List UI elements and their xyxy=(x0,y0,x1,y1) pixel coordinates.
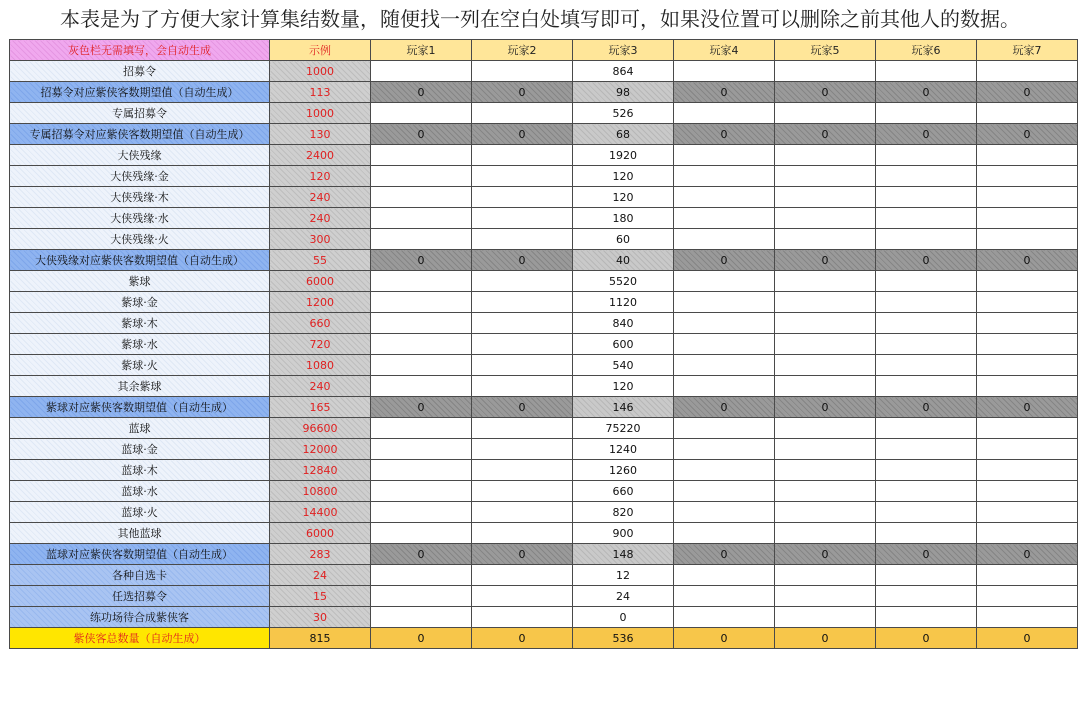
row-label-cell[interactable]: 招募令 xyxy=(10,61,270,82)
player-4-cell[interactable] xyxy=(674,586,775,607)
row-label-cell[interactable]: 紫球 xyxy=(10,271,270,292)
player-2-cell[interactable] xyxy=(472,166,573,187)
player-2-cell[interactable] xyxy=(472,523,573,544)
row-label-cell[interactable]: 大侠残缘·金 xyxy=(10,166,270,187)
player-6-cell[interactable] xyxy=(876,208,977,229)
player-3-cell[interactable]: 1260 xyxy=(573,460,674,481)
player-5-cell[interactable] xyxy=(775,103,876,124)
player-2-cell[interactable]: 0 xyxy=(472,544,573,565)
player-4-cell[interactable] xyxy=(674,439,775,460)
row-label-cell[interactable]: 大侠残缘·火 xyxy=(10,229,270,250)
player-7-cell[interactable] xyxy=(977,145,1078,166)
player-3-cell[interactable]: 24 xyxy=(573,586,674,607)
player-4-cell[interactable] xyxy=(674,502,775,523)
player-1-cell[interactable]: 0 xyxy=(371,250,472,271)
player-5-cell[interactable] xyxy=(775,145,876,166)
example-cell[interactable]: 2400 xyxy=(270,145,371,166)
player-3-cell[interactable]: 40 xyxy=(573,250,674,271)
player-5-cell[interactable] xyxy=(775,523,876,544)
player-4-cell[interactable] xyxy=(674,418,775,439)
player-7-cell[interactable]: 0 xyxy=(977,397,1078,418)
player-1-cell[interactable] xyxy=(371,418,472,439)
player-3-cell[interactable]: 180 xyxy=(573,208,674,229)
player-1-cell[interactable] xyxy=(371,61,472,82)
example-cell[interactable]: 240 xyxy=(270,376,371,397)
sheet-title: 本表是为了方便大家计算集结数量，随便找一列在空白处填写即可，如果没位置可以删除之前其他人的数据。 xyxy=(60,7,1020,31)
player-1-cell[interactable] xyxy=(371,229,472,250)
player-7-cell[interactable] xyxy=(977,418,1078,439)
table-row xyxy=(10,544,1078,565)
header-player-3[interactable]: 玩家3 xyxy=(573,40,674,61)
player-2-cell[interactable]: 0 xyxy=(472,250,573,271)
player-3-cell[interactable]: 1920 xyxy=(573,145,674,166)
example-cell[interactable]: 720 xyxy=(270,334,371,355)
player-6-cell[interactable] xyxy=(876,145,977,166)
player-3-cell[interactable]: 5520 xyxy=(573,271,674,292)
player-5-cell[interactable] xyxy=(775,292,876,313)
player-5-cell[interactable] xyxy=(775,271,876,292)
player-6-cell[interactable] xyxy=(876,481,977,502)
total-example-cell[interactable]: 815 xyxy=(270,628,371,649)
example-cell[interactable]: 660 xyxy=(270,313,371,334)
example-cell[interactable]: 14400 xyxy=(270,502,371,523)
player-3-cell[interactable]: 120 xyxy=(573,187,674,208)
player-4-cell[interactable] xyxy=(674,355,775,376)
player-1-cell[interactable] xyxy=(371,565,472,586)
table-row xyxy=(10,271,1078,292)
player-6-cell[interactable] xyxy=(876,292,977,313)
example-cell[interactable]: 24 xyxy=(270,565,371,586)
player-2-cell[interactable] xyxy=(472,292,573,313)
player-3-cell[interactable]: 60 xyxy=(573,229,674,250)
player-2-cell[interactable] xyxy=(472,607,573,628)
header-player-2[interactable]: 玩家2 xyxy=(472,40,573,61)
table-row xyxy=(10,586,1078,607)
example-cell[interactable]: 120 xyxy=(270,166,371,187)
player-2-cell[interactable]: 0 xyxy=(472,82,573,103)
example-cell[interactable]: 130 xyxy=(270,124,371,145)
table-row xyxy=(10,334,1078,355)
table-row xyxy=(10,103,1078,124)
player-5-cell[interactable] xyxy=(775,418,876,439)
player-1-cell[interactable] xyxy=(371,523,472,544)
table-row xyxy=(10,376,1078,397)
player-4-cell[interactable] xyxy=(674,103,775,124)
player-3-cell[interactable]: 526 xyxy=(573,103,674,124)
player-3-cell[interactable]: 120 xyxy=(573,166,674,187)
row-label-cell[interactable]: 大侠残缘·水 xyxy=(10,208,270,229)
player-3-cell[interactable]: 864 xyxy=(573,61,674,82)
header-example-cell[interactable]: 示例 xyxy=(270,40,371,61)
player-4-cell[interactable] xyxy=(674,208,775,229)
player-7-cell[interactable] xyxy=(977,292,1078,313)
player-2-cell[interactable] xyxy=(472,439,573,460)
player-1-cell[interactable] xyxy=(371,607,472,628)
table-row xyxy=(10,502,1078,523)
player-5-cell[interactable] xyxy=(775,61,876,82)
player-7-cell[interactable]: 0 xyxy=(977,250,1078,271)
player-5-cell[interactable] xyxy=(775,607,876,628)
player-2-cell[interactable] xyxy=(472,103,573,124)
table-row xyxy=(10,208,1078,229)
player-5-cell[interactable] xyxy=(775,334,876,355)
player-1-cell[interactable] xyxy=(371,460,472,481)
row-label-cell[interactable]: 任选招募令 xyxy=(10,586,270,607)
player-4-cell[interactable] xyxy=(674,565,775,586)
player-7-cell[interactable] xyxy=(977,208,1078,229)
example-cell[interactable]: 6000 xyxy=(270,271,371,292)
player-2-cell[interactable]: 0 xyxy=(472,124,573,145)
player-6-cell[interactable]: 0 xyxy=(876,544,977,565)
row-label-cell[interactable]: 蓝球·火 xyxy=(10,502,270,523)
player-3-cell[interactable]: 12 xyxy=(573,565,674,586)
row-label-cell[interactable]: 紫球对应紫侠客数期望值（自动生成） xyxy=(10,397,270,418)
player-3-cell[interactable]: 120 xyxy=(573,376,674,397)
player-5-cell[interactable] xyxy=(775,565,876,586)
row-label-cell[interactable]: 其他蓝球 xyxy=(10,523,270,544)
player-2-cell[interactable] xyxy=(472,565,573,586)
player-4-cell[interactable] xyxy=(674,523,775,544)
example-cell[interactable]: 15 xyxy=(270,586,371,607)
player-3-cell[interactable]: 98 xyxy=(573,82,674,103)
player-7-cell[interactable] xyxy=(977,586,1078,607)
player-5-cell[interactable] xyxy=(775,376,876,397)
player-7-cell[interactable] xyxy=(977,313,1078,334)
player-4-cell[interactable] xyxy=(674,61,775,82)
row-label-cell[interactable]: 蓝球·木 xyxy=(10,460,270,481)
player-1-cell[interactable] xyxy=(371,586,472,607)
row-label-cell[interactable]: 招募令对应紫侠客数期望值（自动生成） xyxy=(10,82,270,103)
header-row xyxy=(10,40,1078,61)
player-5-cell[interactable]: 0 xyxy=(775,544,876,565)
player-4-cell[interactable] xyxy=(674,607,775,628)
table-row xyxy=(10,187,1078,208)
player-2-cell[interactable] xyxy=(472,502,573,523)
player-1-cell[interactable] xyxy=(371,208,472,229)
table-row xyxy=(10,397,1078,418)
player-5-cell[interactable]: 0 xyxy=(775,124,876,145)
player-1-cell[interactable] xyxy=(371,313,472,334)
player-3-cell[interactable]: 0 xyxy=(573,607,674,628)
player-6-cell[interactable]: 0 xyxy=(876,397,977,418)
example-cell[interactable]: 113 xyxy=(270,82,371,103)
player-3-cell[interactable]: 600 xyxy=(573,334,674,355)
row-label-cell[interactable]: 大侠残缘对应紫侠客数期望值（自动生成） xyxy=(10,250,270,271)
header-player-1[interactable]: 玩家1 xyxy=(371,40,472,61)
table-row xyxy=(10,292,1078,313)
total-player-6-cell[interactable]: 0 xyxy=(876,628,977,649)
table-row xyxy=(10,82,1078,103)
example-cell[interactable]: 240 xyxy=(270,187,371,208)
player-5-cell[interactable] xyxy=(775,187,876,208)
player-1-cell[interactable] xyxy=(371,292,472,313)
row-label-cell[interactable]: 蓝球对应紫侠客数期望值（自动生成） xyxy=(10,544,270,565)
player-7-cell[interactable]: 0 xyxy=(977,124,1078,145)
player-6-cell[interactable] xyxy=(876,61,977,82)
player-2-cell[interactable] xyxy=(472,187,573,208)
player-7-cell[interactable] xyxy=(977,271,1078,292)
player-4-cell[interactable] xyxy=(674,166,775,187)
player-2-cell[interactable]: 0 xyxy=(472,397,573,418)
player-2-cell[interactable] xyxy=(472,334,573,355)
row-label-cell[interactable]: 专属招募令对应紫侠客数期望值（自动生成） xyxy=(10,124,270,145)
row-label-cell[interactable]: 练功场待合成紫侠客 xyxy=(10,607,270,628)
row-label-cell[interactable]: 紫球·金 xyxy=(10,292,270,313)
player-6-cell[interactable] xyxy=(876,355,977,376)
player-4-cell[interactable] xyxy=(674,334,775,355)
example-cell[interactable]: 30 xyxy=(270,607,371,628)
row-label-cell[interactable]: 蓝球 xyxy=(10,418,270,439)
total-player-7-cell[interactable]: 0 xyxy=(977,628,1078,649)
player-3-cell[interactable]: 540 xyxy=(573,355,674,376)
row-label-cell[interactable]: 大侠残缘·木 xyxy=(10,187,270,208)
player-1-cell[interactable] xyxy=(371,103,472,124)
table-row xyxy=(10,61,1078,82)
header-player-4[interactable]: 玩家4 xyxy=(674,40,775,61)
player-7-cell[interactable] xyxy=(977,460,1078,481)
table-row xyxy=(10,523,1078,544)
player-6-cell[interactable] xyxy=(876,586,977,607)
player-6-cell[interactable] xyxy=(876,166,977,187)
player-4-cell[interactable] xyxy=(674,481,775,502)
table-row xyxy=(10,355,1078,376)
player-7-cell[interactable] xyxy=(977,166,1078,187)
player-7-cell[interactable] xyxy=(977,334,1078,355)
total-player-2-cell[interactable]: 0 xyxy=(472,628,573,649)
table-row xyxy=(10,607,1078,628)
player-6-cell[interactable]: 0 xyxy=(876,250,977,271)
row-label-cell[interactable]: 蓝球·金 xyxy=(10,439,270,460)
player-6-cell[interactable] xyxy=(876,523,977,544)
example-cell[interactable]: 1000 xyxy=(270,103,371,124)
table-row xyxy=(10,250,1078,271)
player-2-cell[interactable] xyxy=(472,208,573,229)
player-3-cell[interactable]: 68 xyxy=(573,124,674,145)
table-row xyxy=(10,124,1078,145)
player-5-cell[interactable] xyxy=(775,229,876,250)
player-6-cell[interactable] xyxy=(876,103,977,124)
player-2-cell[interactable] xyxy=(472,229,573,250)
player-6-cell[interactable] xyxy=(876,187,977,208)
player-1-cell[interactable] xyxy=(371,502,472,523)
player-5-cell[interactable] xyxy=(775,460,876,481)
player-5-cell[interactable]: 0 xyxy=(775,250,876,271)
player-6-cell[interactable] xyxy=(876,607,977,628)
example-cell[interactable]: 6000 xyxy=(270,523,371,544)
player-6-cell[interactable] xyxy=(876,418,977,439)
header-label-cell[interactable]: 灰色栏无需填写，会自动生成 xyxy=(10,40,270,61)
example-cell[interactable]: 96600 xyxy=(270,418,371,439)
player-7-cell[interactable] xyxy=(977,565,1078,586)
player-5-cell[interactable] xyxy=(775,208,876,229)
player-2-cell[interactable] xyxy=(472,481,573,502)
player-6-cell[interactable] xyxy=(876,439,977,460)
player-4-cell[interactable]: 0 xyxy=(674,124,775,145)
player-5-cell[interactable]: 0 xyxy=(775,397,876,418)
player-5-cell[interactable]: 0 xyxy=(775,82,876,103)
example-cell[interactable]: 55 xyxy=(270,250,371,271)
player-3-cell[interactable]: 148 xyxy=(573,544,674,565)
player-4-cell[interactable] xyxy=(674,292,775,313)
player-2-cell[interactable] xyxy=(472,586,573,607)
player-4-cell[interactable]: 0 xyxy=(674,544,775,565)
player-1-cell[interactable] xyxy=(371,439,472,460)
total-row xyxy=(10,628,1078,649)
player-6-cell[interactable]: 0 xyxy=(876,82,977,103)
player-6-cell[interactable] xyxy=(876,313,977,334)
player-7-cell[interactable] xyxy=(977,502,1078,523)
player-7-cell[interactable] xyxy=(977,187,1078,208)
player-2-cell[interactable] xyxy=(472,313,573,334)
player-4-cell[interactable] xyxy=(674,460,775,481)
player-6-cell[interactable] xyxy=(876,502,977,523)
player-1-cell[interactable] xyxy=(371,376,472,397)
player-2-cell[interactable] xyxy=(472,376,573,397)
player-4-cell[interactable] xyxy=(674,187,775,208)
player-1-cell[interactable]: 0 xyxy=(371,544,472,565)
player-5-cell[interactable] xyxy=(775,502,876,523)
player-4-cell[interactable]: 0 xyxy=(674,82,775,103)
player-2-cell[interactable] xyxy=(472,271,573,292)
table-row xyxy=(10,565,1078,586)
player-7-cell[interactable]: 0 xyxy=(977,544,1078,565)
header-player-5[interactable]: 玩家5 xyxy=(775,40,876,61)
player-4-cell[interactable] xyxy=(674,376,775,397)
example-cell[interactable]: 10800 xyxy=(270,481,371,502)
player-3-cell[interactable]: 75220 xyxy=(573,418,674,439)
player-2-cell[interactable] xyxy=(472,61,573,82)
example-cell[interactable]: 240 xyxy=(270,208,371,229)
player-2-cell[interactable] xyxy=(472,355,573,376)
player-3-cell[interactable]: 660 xyxy=(573,481,674,502)
table-row xyxy=(10,439,1078,460)
player-4-cell[interactable] xyxy=(674,271,775,292)
player-6-cell[interactable] xyxy=(876,565,977,586)
player-3-cell[interactable]: 840 xyxy=(573,313,674,334)
table-row xyxy=(10,166,1078,187)
player-7-cell[interactable] xyxy=(977,61,1078,82)
player-1-cell[interactable] xyxy=(371,145,472,166)
player-1-cell[interactable] xyxy=(371,334,472,355)
example-cell[interactable]: 12000 xyxy=(270,439,371,460)
table-row xyxy=(10,229,1078,250)
player-7-cell[interactable] xyxy=(977,607,1078,628)
example-cell[interactable]: 165 xyxy=(270,397,371,418)
table-row xyxy=(10,145,1078,166)
table-row xyxy=(10,481,1078,502)
header-player-6[interactable]: 玩家6 xyxy=(876,40,977,61)
player-7-cell[interactable] xyxy=(977,523,1078,544)
player-6-cell[interactable] xyxy=(876,334,977,355)
player-5-cell[interactable] xyxy=(775,166,876,187)
row-label-cell[interactable]: 其余紫球 xyxy=(10,376,270,397)
player-5-cell[interactable] xyxy=(775,586,876,607)
player-3-cell[interactable]: 1120 xyxy=(573,292,674,313)
player-4-cell[interactable]: 0 xyxy=(674,250,775,271)
player-3-cell[interactable]: 1240 xyxy=(573,439,674,460)
player-7-cell[interactable] xyxy=(977,103,1078,124)
player-1-cell[interactable] xyxy=(371,166,472,187)
player-1-cell[interactable]: 0 xyxy=(371,397,472,418)
row-label-cell[interactable]: 蓝球·水 xyxy=(10,481,270,502)
player-3-cell[interactable]: 146 xyxy=(573,397,674,418)
row-label-cell[interactable]: 大侠残缘 xyxy=(10,145,270,166)
player-1-cell[interactable] xyxy=(371,355,472,376)
player-6-cell[interactable] xyxy=(876,271,977,292)
player-4-cell[interactable] xyxy=(674,145,775,166)
player-6-cell[interactable] xyxy=(876,229,977,250)
player-2-cell[interactable] xyxy=(472,145,573,166)
player-5-cell[interactable] xyxy=(775,439,876,460)
row-label-cell[interactable]: 紫球·水 xyxy=(10,334,270,355)
header-player-7[interactable]: 玩家7 xyxy=(977,40,1078,61)
total-label-cell[interactable]: 紫侠客总数量（自动生成） xyxy=(10,628,270,649)
table-row xyxy=(10,313,1078,334)
example-cell[interactable]: 1000 xyxy=(270,61,371,82)
total-player-1-cell[interactable]: 0 xyxy=(371,628,472,649)
player-1-cell[interactable] xyxy=(371,271,472,292)
player-6-cell[interactable]: 0 xyxy=(876,124,977,145)
example-cell[interactable]: 283 xyxy=(270,544,371,565)
player-7-cell[interactable]: 0 xyxy=(977,82,1078,103)
player-3-cell[interactable]: 900 xyxy=(573,523,674,544)
row-label-cell[interactable]: 紫球·火 xyxy=(10,355,270,376)
player-2-cell[interactable] xyxy=(472,460,573,481)
player-7-cell[interactable] xyxy=(977,229,1078,250)
row-label-cell[interactable]: 紫球·木 xyxy=(10,313,270,334)
player-7-cell[interactable] xyxy=(977,355,1078,376)
table-row xyxy=(10,418,1078,439)
player-5-cell[interactable] xyxy=(775,355,876,376)
player-4-cell[interactable] xyxy=(674,313,775,334)
player-3-cell[interactable]: 820 xyxy=(573,502,674,523)
total-player-4-cell[interactable]: 0 xyxy=(674,628,775,649)
player-5-cell[interactable] xyxy=(775,313,876,334)
player-7-cell[interactable] xyxy=(977,481,1078,502)
player-7-cell[interactable] xyxy=(977,439,1078,460)
player-5-cell[interactable] xyxy=(775,481,876,502)
row-label-cell[interactable]: 专属招募令 xyxy=(10,103,270,124)
example-cell[interactable]: 12840 xyxy=(270,460,371,481)
example-cell[interactable]: 1080 xyxy=(270,355,371,376)
player-1-cell[interactable]: 0 xyxy=(371,124,472,145)
player-2-cell[interactable] xyxy=(472,418,573,439)
calc-table xyxy=(9,39,1078,649)
player-4-cell[interactable]: 0 xyxy=(674,397,775,418)
player-6-cell[interactable] xyxy=(876,460,977,481)
player-7-cell[interactable] xyxy=(977,376,1078,397)
player-1-cell[interactable] xyxy=(371,187,472,208)
example-cell[interactable]: 300 xyxy=(270,229,371,250)
player-1-cell[interactable]: 0 xyxy=(371,82,472,103)
row-label-cell[interactable]: 各种自选卡 xyxy=(10,565,270,586)
player-1-cell[interactable] xyxy=(371,481,472,502)
total-player-3-cell[interactable]: 536 xyxy=(573,628,674,649)
example-cell[interactable]: 1200 xyxy=(270,292,371,313)
player-6-cell[interactable] xyxy=(876,376,977,397)
player-4-cell[interactable] xyxy=(674,229,775,250)
table-row xyxy=(10,460,1078,481)
total-player-5-cell[interactable]: 0 xyxy=(775,628,876,649)
